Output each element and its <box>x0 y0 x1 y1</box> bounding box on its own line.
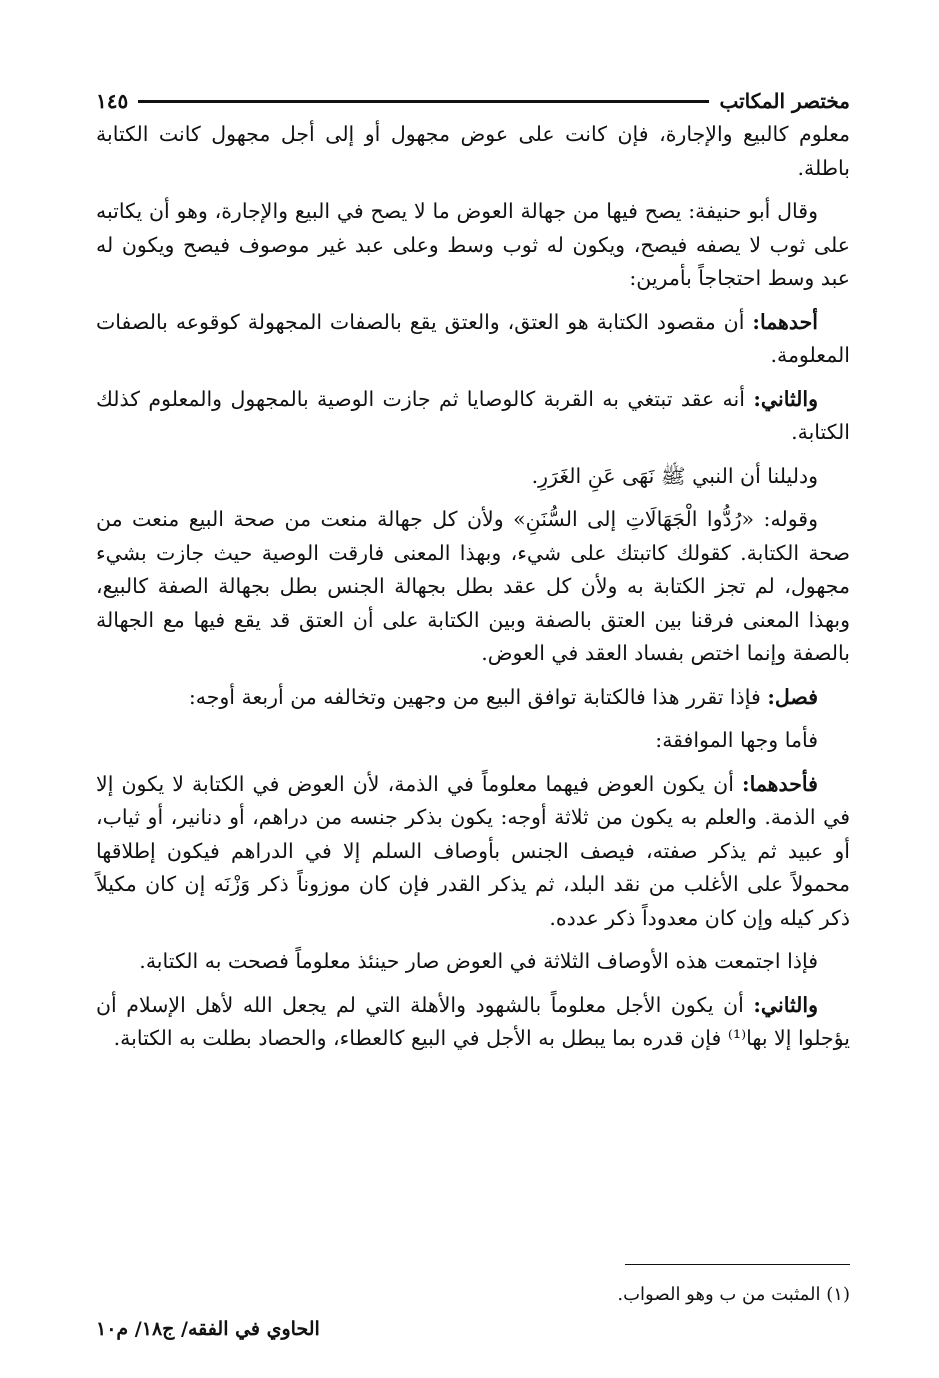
paragraph <box>96 989 850 1056</box>
page-number: ١٤٥ <box>96 89 129 113</box>
paragraph <box>96 768 850 936</box>
running-header <box>96 88 850 114</box>
paragraph-lead: والثاني: <box>753 386 818 411</box>
paragraph-lead: فصل: <box>767 684 818 709</box>
page-footer: الحاوي في الفقه/ ج١٨/ م١٠ <box>96 1318 320 1340</box>
header-rule <box>138 100 709 103</box>
paragraph-text: أن يكون العوض فيهما معلوماً في الذمة، لأن العوض في الكتابة لا يكون إلا في الذمة. والعلم به يكون من ثلاثة أوجه: يكون بذكر جنسه من دراهم، أو دنانير، أو ثياب، أو عبيد ثم يذكر صفته، فيصف الجنس بأوصاف السلم إلا في الدراهم فيكون إطلاقها محمولاً على الأغلب من نقد البلد، ثم يذكر القدر فإن كان موزوناً ذكر وَزْنَه إن كان مكيلاً ذكر كيله وإن كان معدوداً ذكر عدده. <box>96 771 850 930</box>
paragraph-lead: فأحدهما: <box>742 771 818 796</box>
paragraph <box>96 195 850 296</box>
paragraph <box>96 945 850 979</box>
paragraph-lead: والثاني: <box>753 992 818 1017</box>
paragraph-text: وقوله: «رُدُّوا الْجَهَالَاتِ إلى السُّنَنِ» ولأن كل جهالة منعت من صحة البيع منعت من صحة الكتابة. كقولك كاتبتك على شيء، وبهذا المعنى فارقت الوصية حيث جازت بشيء مجهول، لم تجز الكتابة به ولأن كل عقد بطل بجهالة الجنس بطل بجهالة الصفة كالبيع، وبهذا المعنى فرقنا بين العتق بالصفة وبين الكتابة على أن العتق قد يقع فيها مع الجهالة بالصفة وإنما اختص بفساد العقد في العوض. <box>96 507 850 665</box>
paragraph-lead: أحدهما: <box>752 309 818 334</box>
paragraph <box>96 460 850 494</box>
paragraph-text: أنه عقد تبتغي به القربة كالوصايا ثم جازت الوصية بالمجهول والمعلوم كذلك الكتابة. <box>96 386 850 444</box>
paragraph <box>96 724 850 758</box>
footnote-rule <box>625 1264 850 1265</box>
paragraph <box>96 503 850 671</box>
paragraph-text: معلوم كالبيع والإجارة، فإن كانت على عوض مجهول أو إلى أجل مجهول كانت الكتابة باطلة. <box>96 122 850 180</box>
paragraph-text: وقال أبو حنيفة: يصح فيها من جهالة العوض ما لا يصح في البيع والإجارة، وهو أن يكاتبه على ثوب لا يصفه فيصح، ويكون له ثوب وسط وعلى عبد غير موصوف فيصح ويكون له عبد وسط احتجاجاً بأمرين: <box>96 199 850 290</box>
paragraph <box>96 306 850 373</box>
paragraph <box>96 118 850 185</box>
paragraph-text: فإذا تقرر هذا فالكتابة توافق البيع من وجهين وتخالفه من أربعة أوجه: <box>188 684 761 709</box>
header-title: مختصر المكاتب <box>719 89 850 113</box>
paragraph-text: أن يكون الأجل معلوماً بالشهود والأهلة التي لم يجعل الله لأهل الإسلام أن يؤجلوا إلا بها⁽¹⁾ فإن قدره بما يبطل به الأجل في البيع كالعطاء، والحصاد بطلت به الكتابة. <box>96 992 850 1050</box>
paragraph <box>96 383 850 450</box>
main-text <box>96 118 850 1066</box>
paragraph-text: أن مقصود الكتابة هو العتق، والعتق يقع بالصفات المجهولة كوقوعه بالصفات المعلومة. <box>96 309 850 367</box>
footnote: (١) المثبت من ب وهو الصواب. <box>617 1284 850 1305</box>
paragraph-text: فإذا اجتمعت هذه الأوصاف الثلاثة في العوض صار حينئذ معلوماً فصحت به الكتابة. <box>139 949 818 973</box>
paragraph-text: فأما وجها الموافقة: <box>655 728 818 752</box>
paragraph <box>96 681 850 715</box>
paragraph-text: ودليلنا أن النبي ﷺ نَهَى عَنِ الغَرَرِ. <box>531 463 818 488</box>
